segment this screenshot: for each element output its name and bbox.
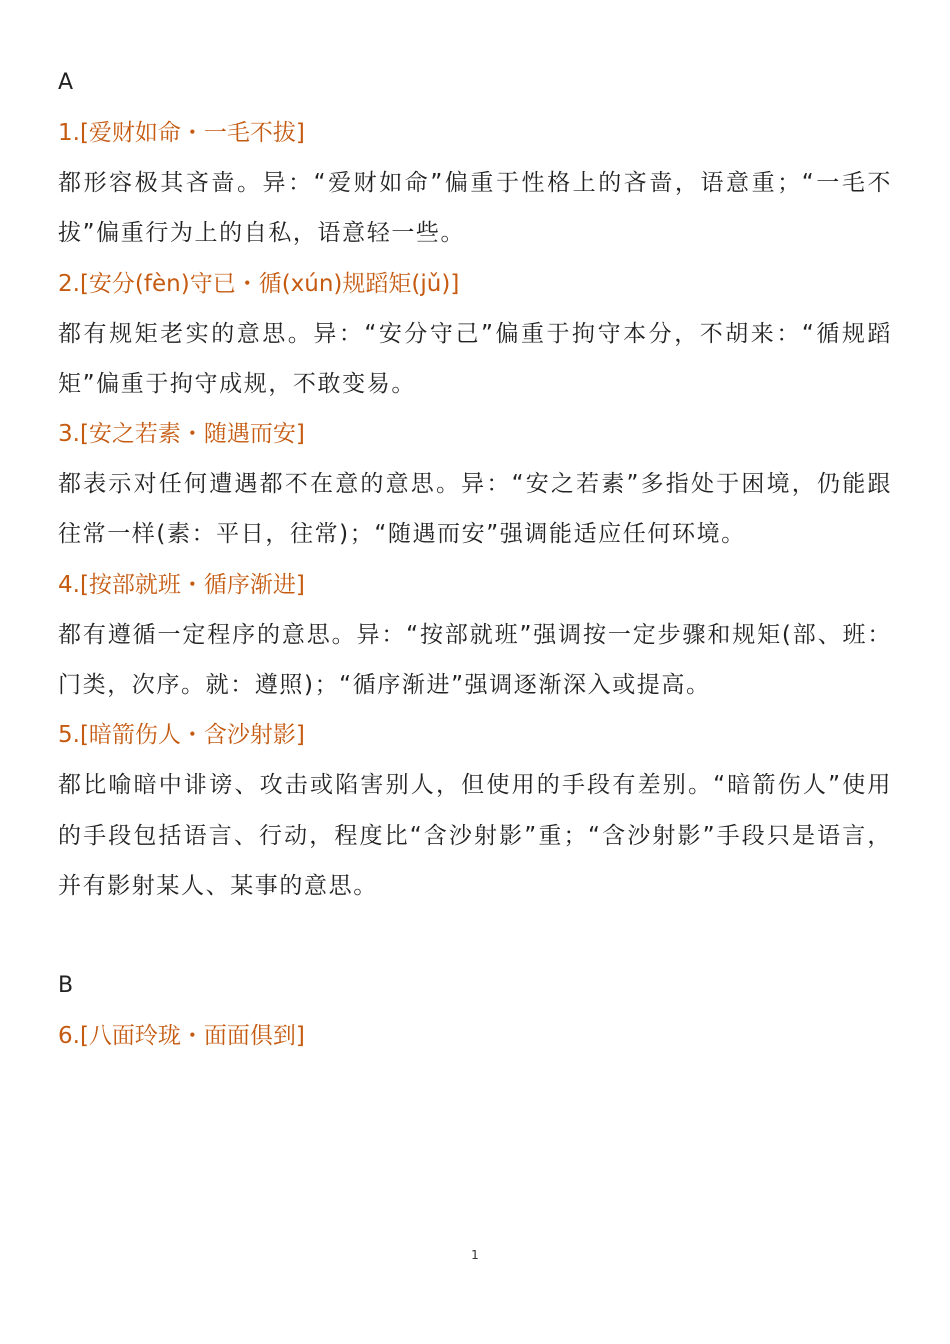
entry-heading: 2.[安分(fèn)守已・循(xún)规蹈矩(jǔ)] [58, 270, 460, 297]
section-spacer [58, 911, 892, 961]
section-letter-b: B [58, 973, 74, 999]
entry-body: 都有规矩老实的意思。异：“安分守己”偏重于拘守本分，不胡来：“循规蹈矩”偏重于拘守成规，不敢变易。 [58, 320, 892, 397]
entry-4 [58, 560, 892, 711]
page-number: 1 [471, 1248, 479, 1262]
entry-3 [58, 409, 892, 560]
entry-heading: 1.[爱财如命・一毛不拔] [58, 120, 305, 146]
entry-6 [58, 1011, 892, 1061]
entry-body: 都表示对任何遭遇都不在意的意思。异：“安之若素”多指处于困境，仍能跟往常一样(素：平日，往常)；“随遇而安”强调能适应任何环境。 [58, 471, 892, 548]
section-letter-a: A [58, 70, 74, 95]
entry-heading: 5.[暗箭伤人・含沙射影] [58, 722, 305, 749]
entry-heading: 3.[安之若素・随遇而安] [58, 421, 305, 448]
document-page [58, 58, 892, 1061]
entry-1 [58, 108, 892, 259]
entry-body: 都形容极其吝啬。异：“爱财如命”偏重于性格上的吝啬，语意重；“一毛不拔”偏重行为上的自私，语意轻一些。 [58, 170, 892, 247]
entry-body: 都比喻暗中诽谤、攻击或陷害别人，但使用的手段有差别。“暗箭伤人”使用的手段包括语言、行动，程度比“含沙射影”重；“含沙射影”手段只是语言，并有影射某人、某事的意思。 [58, 772, 892, 899]
entry-heading: 4.[按部就班・循序渐进] [58, 571, 305, 598]
entry-2 [58, 259, 892, 410]
entry-heading: 6.[八面玲珑・面面俱到] [58, 1023, 305, 1050]
entry-5 [58, 710, 892, 911]
entry-body: 都有遵循一定程序的意思。异：“按部就班”强调按一定步骤和规矩(部、班：门类，次序。就：遵照)；“循序渐进”强调逐渐深入或提高。 [58, 621, 892, 699]
